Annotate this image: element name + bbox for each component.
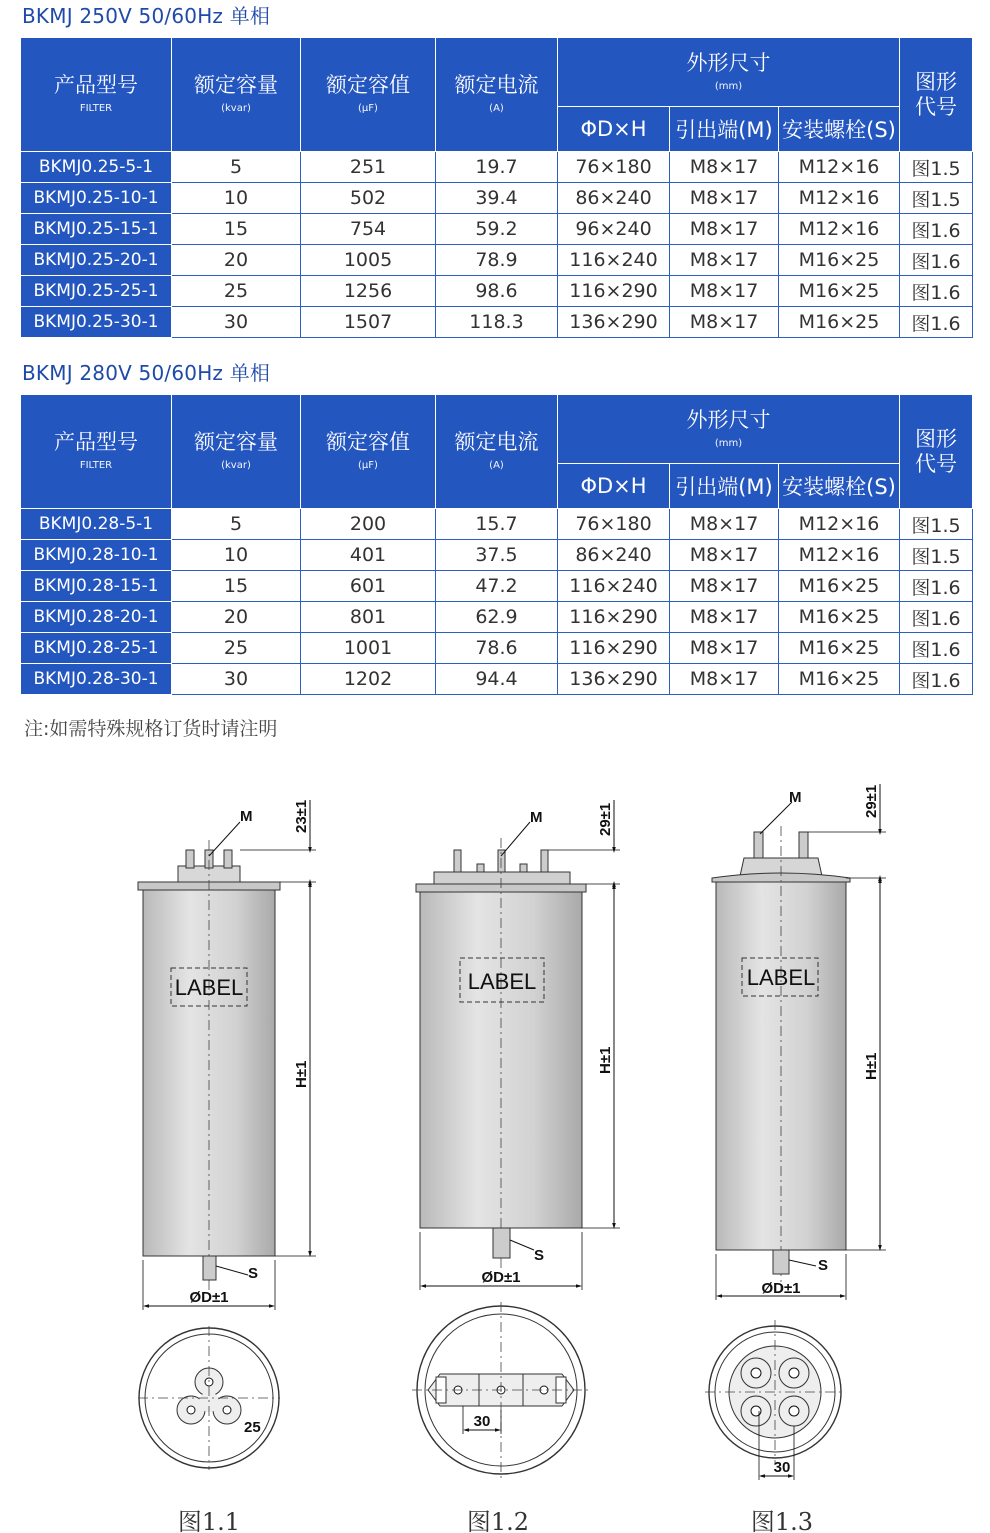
table-cell: M8×17 <box>670 276 779 307</box>
table-cell: M16×25 <box>779 276 900 307</box>
table-cell: 401 <box>301 540 436 571</box>
table-cell: 5 <box>172 509 301 540</box>
top-dim: 29±1 <box>597 802 614 836</box>
table-cell: M8×17 <box>670 245 779 276</box>
table-row <box>21 664 973 695</box>
h-dim: H±1 <box>293 1060 310 1088</box>
table-cell: 10 <box>172 183 301 214</box>
table-cell: 86×240 <box>558 183 670 214</box>
table-cell: 47.2 <box>436 571 558 602</box>
header-current: 额定电流 (A) <box>436 38 558 152</box>
table-cell: 76×180 <box>558 509 670 540</box>
table-cell: 图1.6 <box>900 664 973 695</box>
table-cell: M12×16 <box>779 152 900 183</box>
h-dim: H±1 <box>597 1046 614 1074</box>
table-cell: 19.7 <box>436 152 558 183</box>
terminal-stud <box>520 864 527 872</box>
table-cell: 136×290 <box>558 307 670 338</box>
terminal-stud <box>454 850 461 872</box>
model-cell: BKMJ0.28-10-1 <box>21 540 172 571</box>
table-cell: M16×25 <box>779 571 900 602</box>
table-cell: M8×17 <box>670 633 779 664</box>
table-cell: 116×290 <box>558 276 670 307</box>
table-cell: M16×25 <box>779 245 900 276</box>
table-cell: 62.9 <box>436 602 558 633</box>
table-cell: 图1.6 <box>900 245 973 276</box>
table-cell: 1256 <box>301 276 436 307</box>
table-cell: M8×17 <box>670 307 779 338</box>
table-cell: 15.7 <box>436 509 558 540</box>
table-cell: 118.3 <box>436 307 558 338</box>
table-1-title: BKMJ 250V 50/60Hz 单相 <box>22 4 271 28</box>
mounting-bolt <box>203 1256 216 1280</box>
header-size: 外形尺寸 (mm) <box>558 395 900 464</box>
table-cell: M8×17 <box>670 183 779 214</box>
table-cell: 76×180 <box>558 152 670 183</box>
header-value: 额定容值 (μF) <box>301 38 436 152</box>
bottom-dim: 25 <box>244 1419 261 1436</box>
table-cell: 15 <box>172 571 301 602</box>
header-terminal: 引出端(M) <box>670 464 779 509</box>
terminal-stud <box>541 850 548 872</box>
table-row <box>21 214 973 245</box>
table-cell: M12×16 <box>779 509 900 540</box>
table-cell: M16×25 <box>779 664 900 695</box>
table-cell: 78.6 <box>436 633 558 664</box>
s-label: S <box>248 1265 259 1282</box>
table-cell: M8×17 <box>670 509 779 540</box>
table-cell: 801 <box>301 602 436 633</box>
model-cell: BKMJ0.25-30-1 <box>21 307 172 338</box>
h-dim: H±1 <box>863 1052 880 1080</box>
table-cell: 30 <box>172 664 301 695</box>
table-cell: 94.4 <box>436 664 558 695</box>
table-cell: 30 <box>172 307 301 338</box>
terminal-stud <box>477 864 484 872</box>
header-value: 额定容值 (μF) <box>301 395 436 509</box>
terminal-stud <box>186 850 194 868</box>
m-label: M <box>240 808 253 825</box>
table-cell: 20 <box>172 245 301 276</box>
table-2-title: BKMJ 280V 50/60Hz 单相 <box>22 361 271 385</box>
header-figure: 图形 代号 <box>900 395 973 509</box>
table-cell: 96×240 <box>558 214 670 245</box>
table-cell: M8×17 <box>670 602 779 633</box>
header-bolt: 安装螺栓(S) <box>779 464 900 509</box>
table-cell: 图1.6 <box>900 307 973 338</box>
table-cell: 136×290 <box>558 664 670 695</box>
spec-table-250v <box>20 37 973 338</box>
table-row <box>21 307 973 338</box>
table-row <box>21 152 973 183</box>
s-label: S <box>534 1247 545 1264</box>
figure-1-3 <box>705 784 886 1533</box>
figure-caption: 图1.3 <box>750 1508 814 1533</box>
header-capacity: 额定容量 (kvar) <box>172 38 301 152</box>
table-cell: 15 <box>172 214 301 245</box>
table-cell: 1005 <box>301 245 436 276</box>
figure-caption: 图1.2 <box>466 1508 530 1533</box>
header-model: 产品型号 FILTER <box>21 38 172 152</box>
table-cell: 图1.5 <box>900 540 973 571</box>
table-cell: M12×16 <box>779 214 900 245</box>
top-dim: 29±1 <box>863 784 880 818</box>
table-cell: 39.4 <box>436 183 558 214</box>
s-label: S <box>818 1257 829 1274</box>
table-row <box>21 276 973 307</box>
mounting-bolt <box>493 1228 510 1258</box>
d-dim: ØD±1 <box>189 1289 229 1306</box>
table-cell: 200 <box>301 509 436 540</box>
terminal-stud <box>754 832 763 858</box>
table-cell: M12×16 <box>779 183 900 214</box>
table-row <box>21 571 973 602</box>
table-cell: 116×290 <box>558 633 670 664</box>
table-cell: 37.5 <box>436 540 558 571</box>
m-label: M <box>530 809 543 826</box>
label-text: LABEL <box>467 969 537 994</box>
table-cell: 1001 <box>301 633 436 664</box>
top-dim: 23±1 <box>293 799 310 833</box>
table-cell: 59.2 <box>436 214 558 245</box>
table-cell: 图1.6 <box>900 602 973 633</box>
figure-1-2 <box>412 800 620 1533</box>
header-capacity: 额定容量 (kvar) <box>172 395 301 509</box>
header-terminal: 引出端(M) <box>670 107 779 152</box>
table-cell: 图1.5 <box>900 509 973 540</box>
spec-table-280v <box>20 394 973 695</box>
table-cell: 251 <box>301 152 436 183</box>
table-cell: 1202 <box>301 664 436 695</box>
table-row <box>21 633 973 664</box>
table-cell: 25 <box>172 633 301 664</box>
label-text: LABEL <box>174 975 244 1000</box>
table-cell: 图1.5 <box>900 152 973 183</box>
d-dim: ØD±1 <box>481 1269 521 1286</box>
header-size: 外形尺寸 (mm) <box>558 38 900 107</box>
bottom-dim: 30 <box>773 1459 791 1476</box>
table-cell: M16×25 <box>779 602 900 633</box>
d-dim: ØD±1 <box>761 1280 801 1297</box>
table-cell: 25 <box>172 276 301 307</box>
model-cell: BKMJ0.25-20-1 <box>21 245 172 276</box>
table-cell: 86×240 <box>558 540 670 571</box>
table-cell: M8×17 <box>670 571 779 602</box>
table-cell: M16×25 <box>779 633 900 664</box>
model-cell: BKMJ0.25-5-1 <box>21 152 172 183</box>
header-model: 产品型号 FILTER <box>21 395 172 509</box>
table-row <box>21 183 973 214</box>
table-cell: M8×17 <box>670 540 779 571</box>
table-cell: 图1.6 <box>900 276 973 307</box>
table-cell: 78.9 <box>436 245 558 276</box>
table-cell: 10 <box>172 540 301 571</box>
table-cell: M12×16 <box>779 540 900 571</box>
model-cell: BKMJ0.28-20-1 <box>21 602 172 633</box>
figure-1-1 <box>138 800 316 1533</box>
table-cell: M8×17 <box>670 664 779 695</box>
table-cell: 601 <box>301 571 436 602</box>
table-cell: 98.6 <box>436 276 558 307</box>
table-cell: M8×17 <box>670 214 779 245</box>
model-cell: BKMJ0.28-30-1 <box>21 664 172 695</box>
model-cell: BKMJ0.25-25-1 <box>21 276 172 307</box>
bottom-dim: 30 <box>473 1413 491 1430</box>
header-dxh: ΦD×H <box>558 107 670 152</box>
table-cell: 754 <box>301 214 436 245</box>
header-current: 额定电流 (A) <box>436 395 558 509</box>
label-text: LABEL <box>746 965 816 990</box>
table-cell: 图1.5 <box>900 183 973 214</box>
header-figure: 图形 代号 <box>900 38 973 152</box>
header-dxh: ΦD×H <box>558 464 670 509</box>
model-cell: BKMJ0.25-15-1 <box>21 214 172 245</box>
table-cell: 20 <box>172 602 301 633</box>
table-cell: 502 <box>301 183 436 214</box>
table-cell: 5 <box>172 152 301 183</box>
mounting-bolt <box>773 1250 789 1274</box>
table-cell: 图1.6 <box>900 633 973 664</box>
table-cell: 116×240 <box>558 571 670 602</box>
table-row <box>21 602 973 633</box>
table-cell: 1507 <box>301 307 436 338</box>
model-cell: BKMJ0.28-25-1 <box>21 633 172 664</box>
table-row <box>21 509 973 540</box>
terminal-stud <box>224 850 232 868</box>
table-cell: 图1.6 <box>900 214 973 245</box>
table-cell: M8×17 <box>670 152 779 183</box>
order-note: 注:如需特殊规格订货时请注明 <box>24 718 278 740</box>
table-cell: M16×25 <box>779 307 900 338</box>
m-label: M <box>789 789 802 806</box>
table-cell: 116×290 <box>558 602 670 633</box>
table-row <box>21 540 973 571</box>
table-row <box>21 245 973 276</box>
model-cell: BKMJ0.28-15-1 <box>21 571 172 602</box>
terminal-block <box>434 872 570 884</box>
table-cell: 图1.6 <box>900 571 973 602</box>
table-cell: 116×240 <box>558 245 670 276</box>
capacitor-drawings <box>0 770 990 1533</box>
header-bolt: 安装螺栓(S) <box>779 107 900 152</box>
model-cell: BKMJ0.25-10-1 <box>21 183 172 214</box>
terminal-stud <box>799 832 808 858</box>
model-cell: BKMJ0.28-5-1 <box>21 509 172 540</box>
figure-caption: 图1.1 <box>177 1508 241 1533</box>
